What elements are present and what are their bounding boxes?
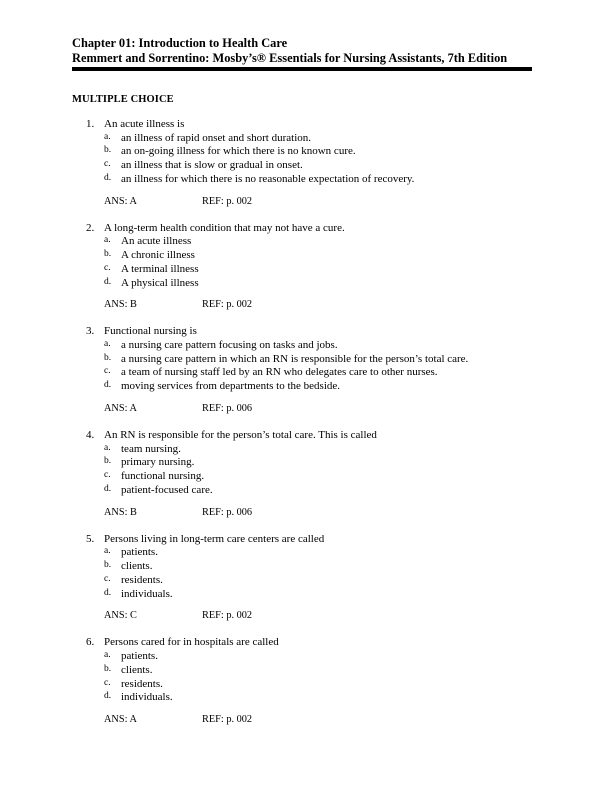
answer-option — [72, 560, 540, 574]
answer-key — [72, 403, 540, 415]
question-stem — [72, 325, 540, 339]
option-text: an illness that is slow or gradual in onset. — [121, 159, 303, 172]
option-text: a nursing care pattern in which an RN is responsible for the person’s total care. — [121, 352, 469, 365]
answer-options — [72, 235, 540, 290]
answer-option — [72, 235, 540, 249]
option-letter: b. — [104, 145, 112, 156]
option-text: individuals. — [121, 691, 173, 704]
question-item — [72, 325, 540, 415]
answer-option — [72, 173, 540, 187]
option-letter: c. — [104, 573, 111, 584]
option-letter: c. — [104, 366, 111, 377]
answer-option — [72, 443, 540, 457]
chapter-title: Chapter 01: Introduction to Health Care — [72, 36, 288, 50]
question-text: Functional nursing is — [104, 325, 197, 338]
question-text: Persons living in long-term care centers are called — [104, 532, 325, 545]
option-letter: d. — [104, 172, 112, 183]
option-letter: b. — [104, 663, 112, 674]
answer-option — [72, 249, 540, 263]
answer-option — [72, 263, 540, 277]
book-title: Remmert and Sorrentino: Mosby’s® Essentials for Nursing Assistants, 7th Edition — [72, 51, 508, 65]
answer-options — [72, 650, 540, 705]
reference-value: REF: p. 006 — [202, 403, 253, 415]
option-text: a team of nursing staff led by an RN who delegates care to other nurses. — [121, 366, 438, 379]
question-stem — [72, 533, 540, 547]
answer-option — [72, 484, 540, 498]
option-text: primary nursing. — [121, 456, 195, 469]
answer-option — [72, 470, 540, 484]
option-letter: b. — [104, 456, 112, 467]
answer-key — [72, 507, 540, 519]
option-text: patients. — [121, 649, 158, 662]
answer-option — [72, 339, 540, 353]
option-letter: b. — [104, 560, 112, 571]
answer-options — [72, 443, 540, 498]
option-text: clients. — [121, 560, 153, 573]
option-letter: a. — [104, 235, 111, 246]
question-number: 3. — [86, 325, 95, 338]
option-text: a nursing care pattern focusing on tasks and jobs. — [121, 338, 338, 351]
answer-value: ANS: A — [104, 714, 137, 726]
answer-key — [72, 610, 540, 622]
answer-option — [72, 145, 540, 159]
reference-value: REF: p. 002 — [202, 299, 253, 311]
option-letter: c. — [104, 159, 111, 170]
question-number: 2. — [86, 221, 95, 234]
option-letter: a. — [104, 649, 111, 660]
option-letter: b. — [104, 248, 112, 259]
option-text: residents. — [121, 573, 163, 586]
question-item — [72, 636, 540, 726]
question-text: A long-term health condition that may not have a cure. — [104, 221, 345, 234]
answer-option — [72, 159, 540, 173]
answer-option — [72, 691, 540, 705]
reference-value: REF: p. 002 — [202, 714, 253, 726]
option-letter: c. — [104, 677, 111, 688]
option-text: A chronic illness — [121, 248, 195, 261]
answer-value: ANS: B — [104, 506, 137, 518]
option-text: An acute illness — [121, 235, 192, 248]
answer-options — [72, 339, 540, 394]
option-text: functional nursing. — [121, 470, 205, 483]
option-letter: d. — [104, 587, 112, 598]
header-rule — [72, 67, 532, 71]
option-text: residents. — [121, 677, 163, 690]
answer-option — [72, 678, 540, 692]
answer-options — [72, 132, 540, 187]
option-text: A physical illness — [121, 276, 199, 289]
reference-value: REF: p. 002 — [202, 195, 253, 207]
answer-option — [72, 277, 540, 291]
option-text: A terminal illness — [121, 262, 199, 275]
section-title: MULTIPLE CHOICE — [72, 94, 174, 105]
option-letter: a. — [104, 442, 111, 453]
question-text: Persons cared for in hospitals are called — [104, 636, 279, 649]
question-item — [72, 429, 540, 519]
option-letter: b. — [104, 352, 112, 363]
option-letter: d. — [104, 276, 112, 287]
answer-option — [72, 574, 540, 588]
question-item — [72, 222, 540, 312]
option-letter: a. — [104, 338, 111, 349]
option-text: moving services from departments to the bedside. — [121, 380, 341, 393]
option-letter: a. — [104, 131, 111, 142]
option-letter: a. — [104, 546, 111, 557]
option-text: an illness for which there is no reasonable expectation of recovery. — [121, 172, 415, 185]
question-stem — [72, 222, 540, 236]
question-number: 5. — [86, 532, 95, 545]
answer-option — [72, 366, 540, 380]
answer-option — [72, 546, 540, 560]
question-number: 1. — [86, 118, 95, 130]
answer-value: ANS: C — [104, 610, 137, 622]
option-letter: d. — [104, 483, 112, 494]
question-number: 6. — [86, 636, 95, 649]
answer-option — [72, 664, 540, 678]
answer-key — [72, 299, 540, 311]
answer-option — [72, 588, 540, 602]
question-stem — [72, 118, 540, 132]
answer-option — [72, 456, 540, 470]
question-item — [72, 118, 540, 208]
option-letter: d. — [104, 380, 112, 391]
option-text: an illness of rapid onset and short duration. — [121, 131, 312, 144]
document-header — [72, 36, 540, 66]
answer-value: ANS: A — [104, 195, 137, 207]
answer-option — [72, 650, 540, 664]
question-stem — [72, 429, 540, 443]
question-number: 4. — [86, 429, 95, 442]
question-text: An acute illness is — [104, 118, 185, 130]
option-text: individuals. — [121, 587, 173, 600]
answer-key — [72, 714, 540, 726]
answer-options — [72, 546, 540, 601]
answer-value: ANS: B — [104, 299, 137, 311]
reference-value: REF: p. 006 — [202, 506, 253, 518]
option-text: patients. — [121, 546, 158, 559]
answer-option — [72, 353, 540, 367]
answer-key — [72, 196, 540, 208]
question-item — [72, 533, 540, 623]
option-text: an on-going illness for which there is no known cure. — [121, 145, 356, 158]
option-letter: c. — [104, 262, 111, 273]
answer-option — [72, 380, 540, 394]
option-text: clients. — [121, 663, 153, 676]
answer-value: ANS: A — [104, 403, 137, 415]
question-list — [72, 118, 540, 740]
option-letter: d. — [104, 691, 112, 702]
question-stem — [72, 636, 540, 650]
answer-option — [72, 132, 540, 146]
option-text: team nursing. — [121, 442, 181, 455]
option-letter: c. — [104, 470, 111, 481]
option-text: patient-focused care. — [121, 483, 213, 496]
reference-value: REF: p. 002 — [202, 610, 253, 622]
question-text: An RN is responsible for the person’s total care. This is called — [104, 429, 377, 442]
